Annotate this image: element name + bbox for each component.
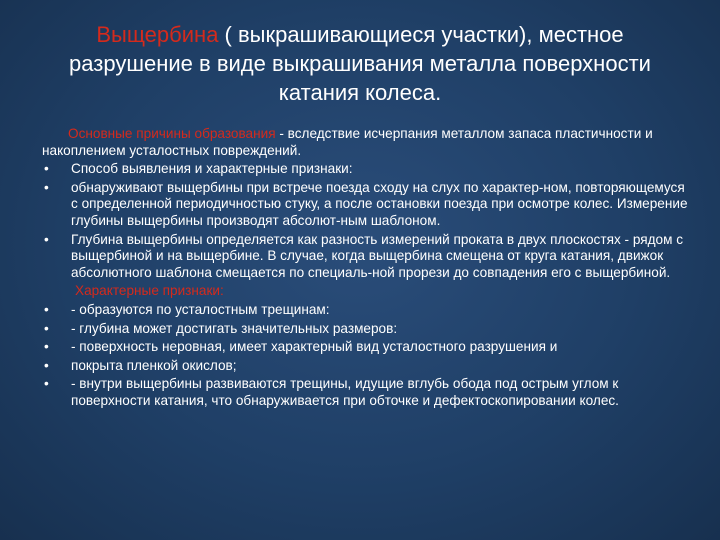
list-item: [42, 376, 692, 409]
slide-title: [40, 20, 680, 107]
list-item: [42, 321, 692, 338]
title-rest: ( выкрашивающиеся участки), местное разрушение в виде выкрашивания металла поверхности катания колеса.: [69, 22, 651, 105]
list-item-text: - образуются по усталостным трещинам:: [71, 301, 330, 317]
list-item-text: Глубина выщербины определяется как разность измерений проката в двух плоскостях - рядом с выщербиной и на выщербине. В случае, когда выщербина смещена от круга катания, движок абсолютного шаблона смещается по специаль-ной прорези до совпадения его с выщербиной.: [71, 231, 684, 280]
bullet-icon: •: [44, 339, 49, 355]
bullet-icon: •: [44, 231, 49, 247]
intro-accent: Основные причины образования: [68, 126, 276, 141]
bullet-icon: •: [44, 320, 49, 336]
list-item-text: обнаруживают выщербины при встрече поезда сходу на слух по характер-ном, повторяющемуся с определенной периодичностью стуку, а после остановки поезда при осмотре колес. Измерение глубины выщербины производят абсолют-ным шаблоном.: [71, 179, 688, 228]
intro-paragraph: [42, 126, 692, 159]
list-item: [42, 180, 692, 230]
bullet-list-bottom: [42, 302, 692, 410]
list-item: [42, 232, 692, 282]
list-item-text: Способ выявления и характерные признаки:: [71, 161, 353, 177]
list-item: [42, 339, 692, 356]
list-item: [42, 358, 692, 375]
bullet-icon: •: [44, 376, 49, 392]
bullet-icon: •: [44, 301, 49, 317]
list-item: [42, 161, 692, 178]
list-item: [42, 302, 692, 319]
bullet-icon: •: [44, 179, 49, 195]
slide-content: [42, 126, 692, 410]
list-item-text: покрыта пленкой окислов;: [71, 357, 237, 373]
bullet-icon: •: [44, 161, 49, 177]
subheading-characteristic-signs: Характерные признаки:: [75, 283, 224, 299]
intro-rest: - вследствие исчерпания металлом запаса пластичности и накоплением усталостных повреждений.: [42, 126, 653, 158]
list-item-text: - поверхность неровная, имеет характерный вид усталостного разрушения и: [71, 339, 558, 355]
title-accent: Выщербина: [96, 22, 219, 47]
list-item-text: - внутри выщербины развиваются трещины, идущие вглубь обода под острым углом к поверхности катания, что обнаруживается при обточке и дефектоскопировании колес.: [71, 376, 619, 408]
bullet-list-top: [42, 161, 692, 281]
bullet-icon: •: [44, 357, 49, 373]
list-item-text: - глубина может достигать значительных размеров:: [71, 320, 398, 336]
